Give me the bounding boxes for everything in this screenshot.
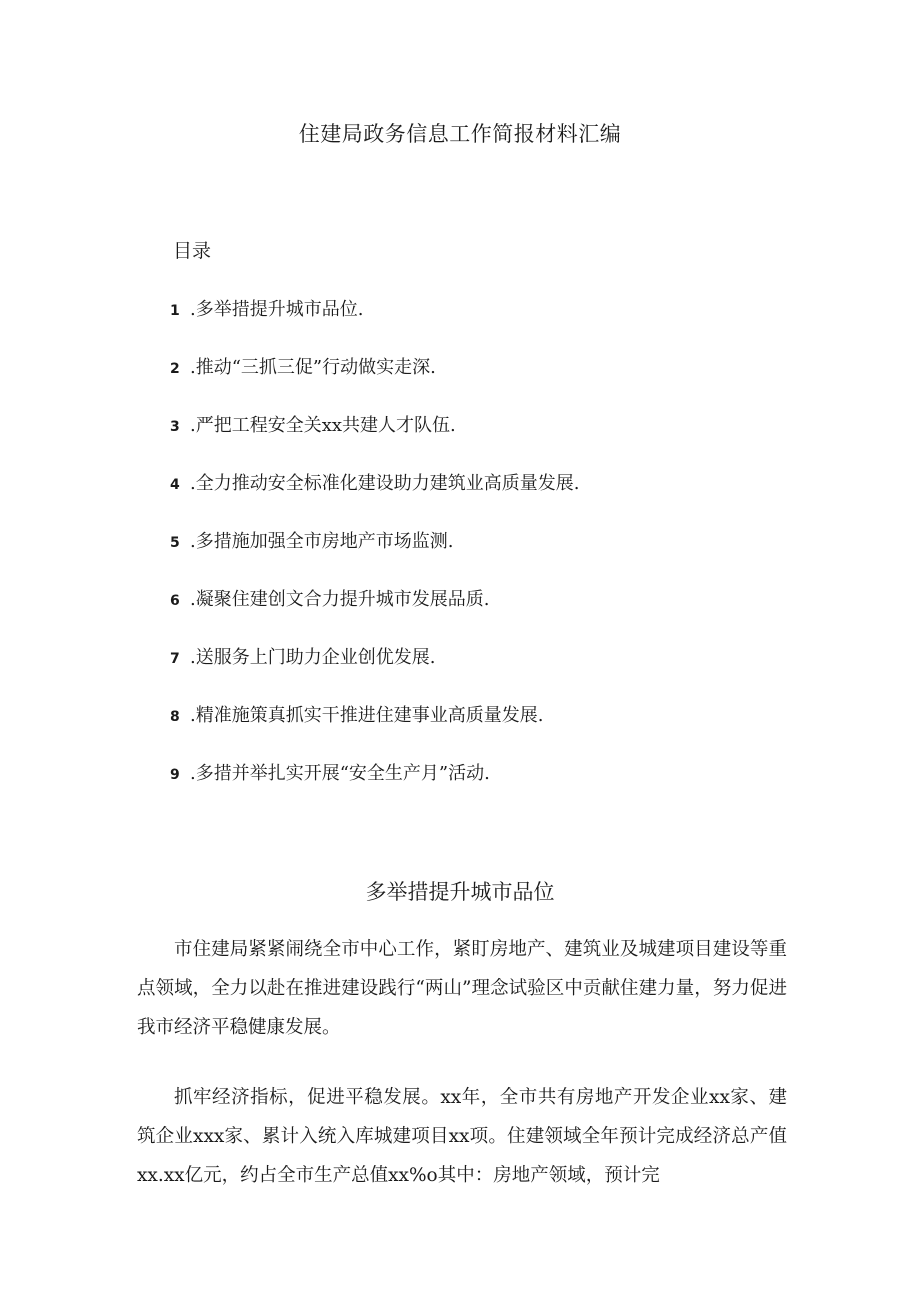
toc-item-text: .全力推动安全标准化建设助力建筑业高质量发展. [190,473,580,494]
toc-item-number: 7 [170,651,180,667]
section-title: 多举措提升城市品位 [365,880,555,904]
toc-item [170,298,579,356]
toc-item [170,356,579,414]
toc-item [170,762,579,820]
toc-item-number: 6 [170,593,180,609]
body-paragraph: 抓牢经济指标，促进平稳发展。xx年，全市共有房地产开发企业xx家、建筑企业xxx家、累计入统入库城建项目xx项。住建领域全年预计完成经济总产值xx.xx亿元，约占全市生产总值xx%o其中：房地产领域，预计完 [137,1087,787,1186]
toc-item-text: .多举措提升城市品位. [190,299,364,320]
toc-heading: 目录 [173,240,212,262]
toc-item-number: 4 [170,477,180,493]
toc-item-text: .凝聚住建创文合力提升城市发展品质. [190,589,490,610]
toc-item-text: .送服务上门助力企业创优发展. [190,647,436,668]
toc-item-text: .严把工程安全关xx共建人才队伍. [190,415,456,436]
toc-item [170,530,579,588]
body-paragraph: 市住建局紧紧闹绕全市中心工作，紧盯房地产、建筑业及城建项目建设等重点领域，全力以赴在推进建设践行“两山”理念试验区中贡献住建力量，努力促进我市经济平稳健康发展。 [137,939,787,1038]
toc-item [170,414,579,472]
toc-item-number: 1 [170,303,180,319]
table-of-contents [170,298,579,820]
document-title: 住建局政务信息工作简报材料汇编 [298,122,622,146]
toc-item-number: 2 [170,361,180,377]
toc-item-text: .多措并举扎实开展“安全生产月”活动. [190,763,490,784]
toc-item-number: 8 [170,709,180,725]
toc-item-number: 3 [170,419,180,435]
toc-item-text: .精准施策真抓实干推进住建事业高质量发展. [190,705,544,726]
toc-item [170,472,579,530]
toc-item-number: 9 [170,767,180,783]
toc-item-text: .多措施加强全市房地产市场监测. [190,531,454,552]
toc-item [170,704,579,762]
toc-item-text: .推动“三抓三促”行动做实走深. [190,357,436,378]
toc-item-number: 5 [170,535,180,551]
toc-item [170,588,579,646]
toc-item [170,646,579,704]
